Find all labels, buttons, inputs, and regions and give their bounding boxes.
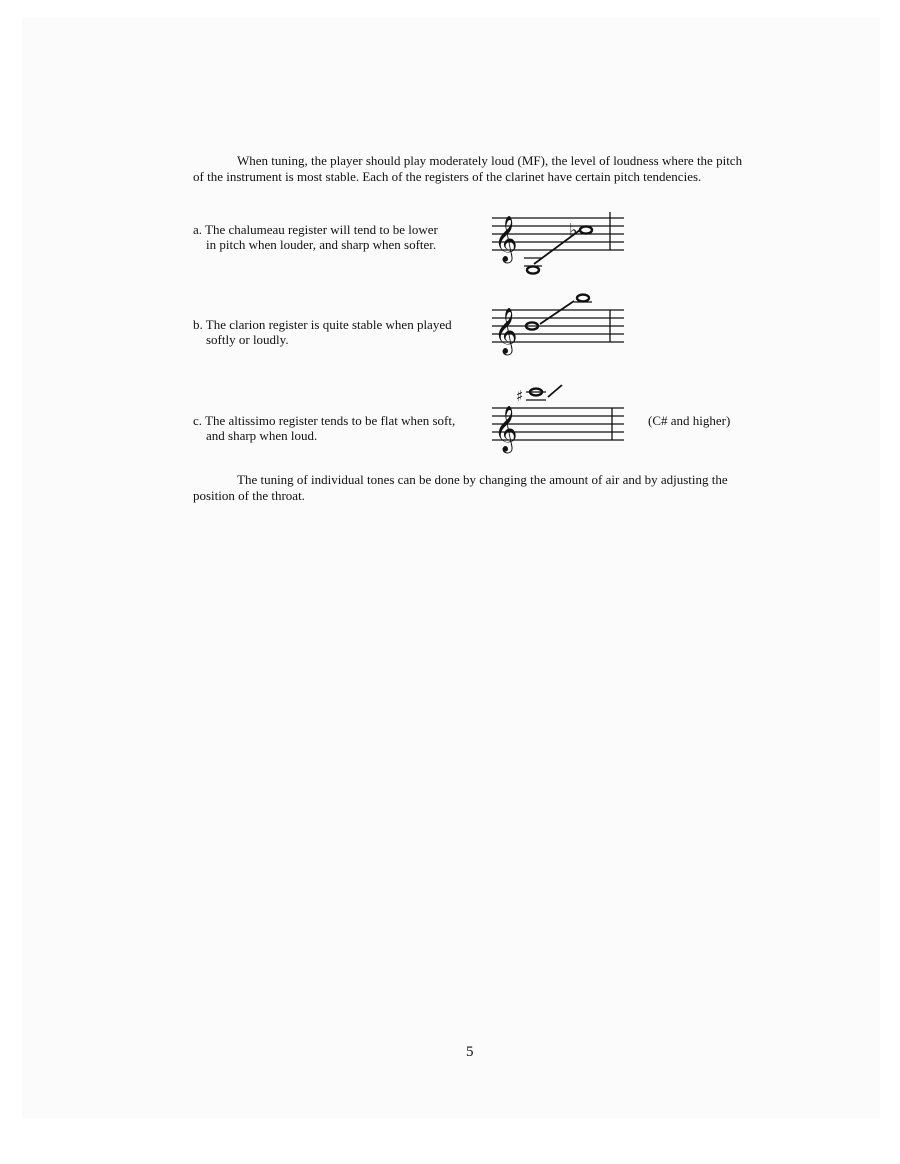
page-number: 5	[466, 1044, 474, 1060]
closing-paragraph	[193, 472, 753, 504]
treble-clef-icon: 𝄞	[494, 406, 518, 452]
closing-line-2: position of the throat.	[193, 488, 305, 503]
sharp-icon: ♯	[516, 387, 524, 405]
c-sharp-note-icon	[516, 387, 546, 405]
altissimo-staff	[488, 382, 628, 452]
chalumeau-line-2: in pitch when louder, and sharp when softer.	[206, 237, 437, 252]
clarion-staff	[488, 293, 628, 358]
intro-line-1: When tuning, the player should play moderately loud (MF), the level of loudness where the pitch	[237, 153, 743, 168]
clarion-high-note-icon	[574, 295, 592, 302]
clarion-item	[193, 317, 478, 347]
chalumeau-line-1: a. The chalumeau register will tend to be lower	[193, 222, 438, 237]
altissimo-line-2: and sharp when loud.	[206, 428, 318, 443]
register-range-line	[548, 385, 562, 397]
altissimo-line-1: c. The altissimo register tends to be flat when soft,	[193, 413, 456, 428]
clarion-line-1: b. The clarion register is quite stable when played	[193, 317, 452, 332]
register-range-line	[540, 301, 574, 324]
intro-paragraph	[193, 153, 753, 185]
chalumeau-staff	[488, 208, 628, 278]
chalumeau-item	[193, 222, 478, 252]
altissimo-item	[193, 413, 478, 443]
b-flat-note-icon	[580, 226, 592, 233]
closing-line-1: The tuning of individual tones can be done by changing the amount of air and by adjusting the	[237, 472, 728, 487]
treble-clef-icon: 𝄞	[494, 216, 518, 262]
intro-line-2: of the instrument is most stable. Each of the registers of the clarinet have certain pitch tendencies.	[193, 169, 702, 184]
treble-clef-icon: 𝄞	[494, 308, 518, 354]
clarion-line-2: softly or loudly.	[206, 332, 289, 347]
flat-icon: ♭	[569, 220, 578, 241]
altissimo-range-note: (C# and higher)	[648, 413, 731, 428]
